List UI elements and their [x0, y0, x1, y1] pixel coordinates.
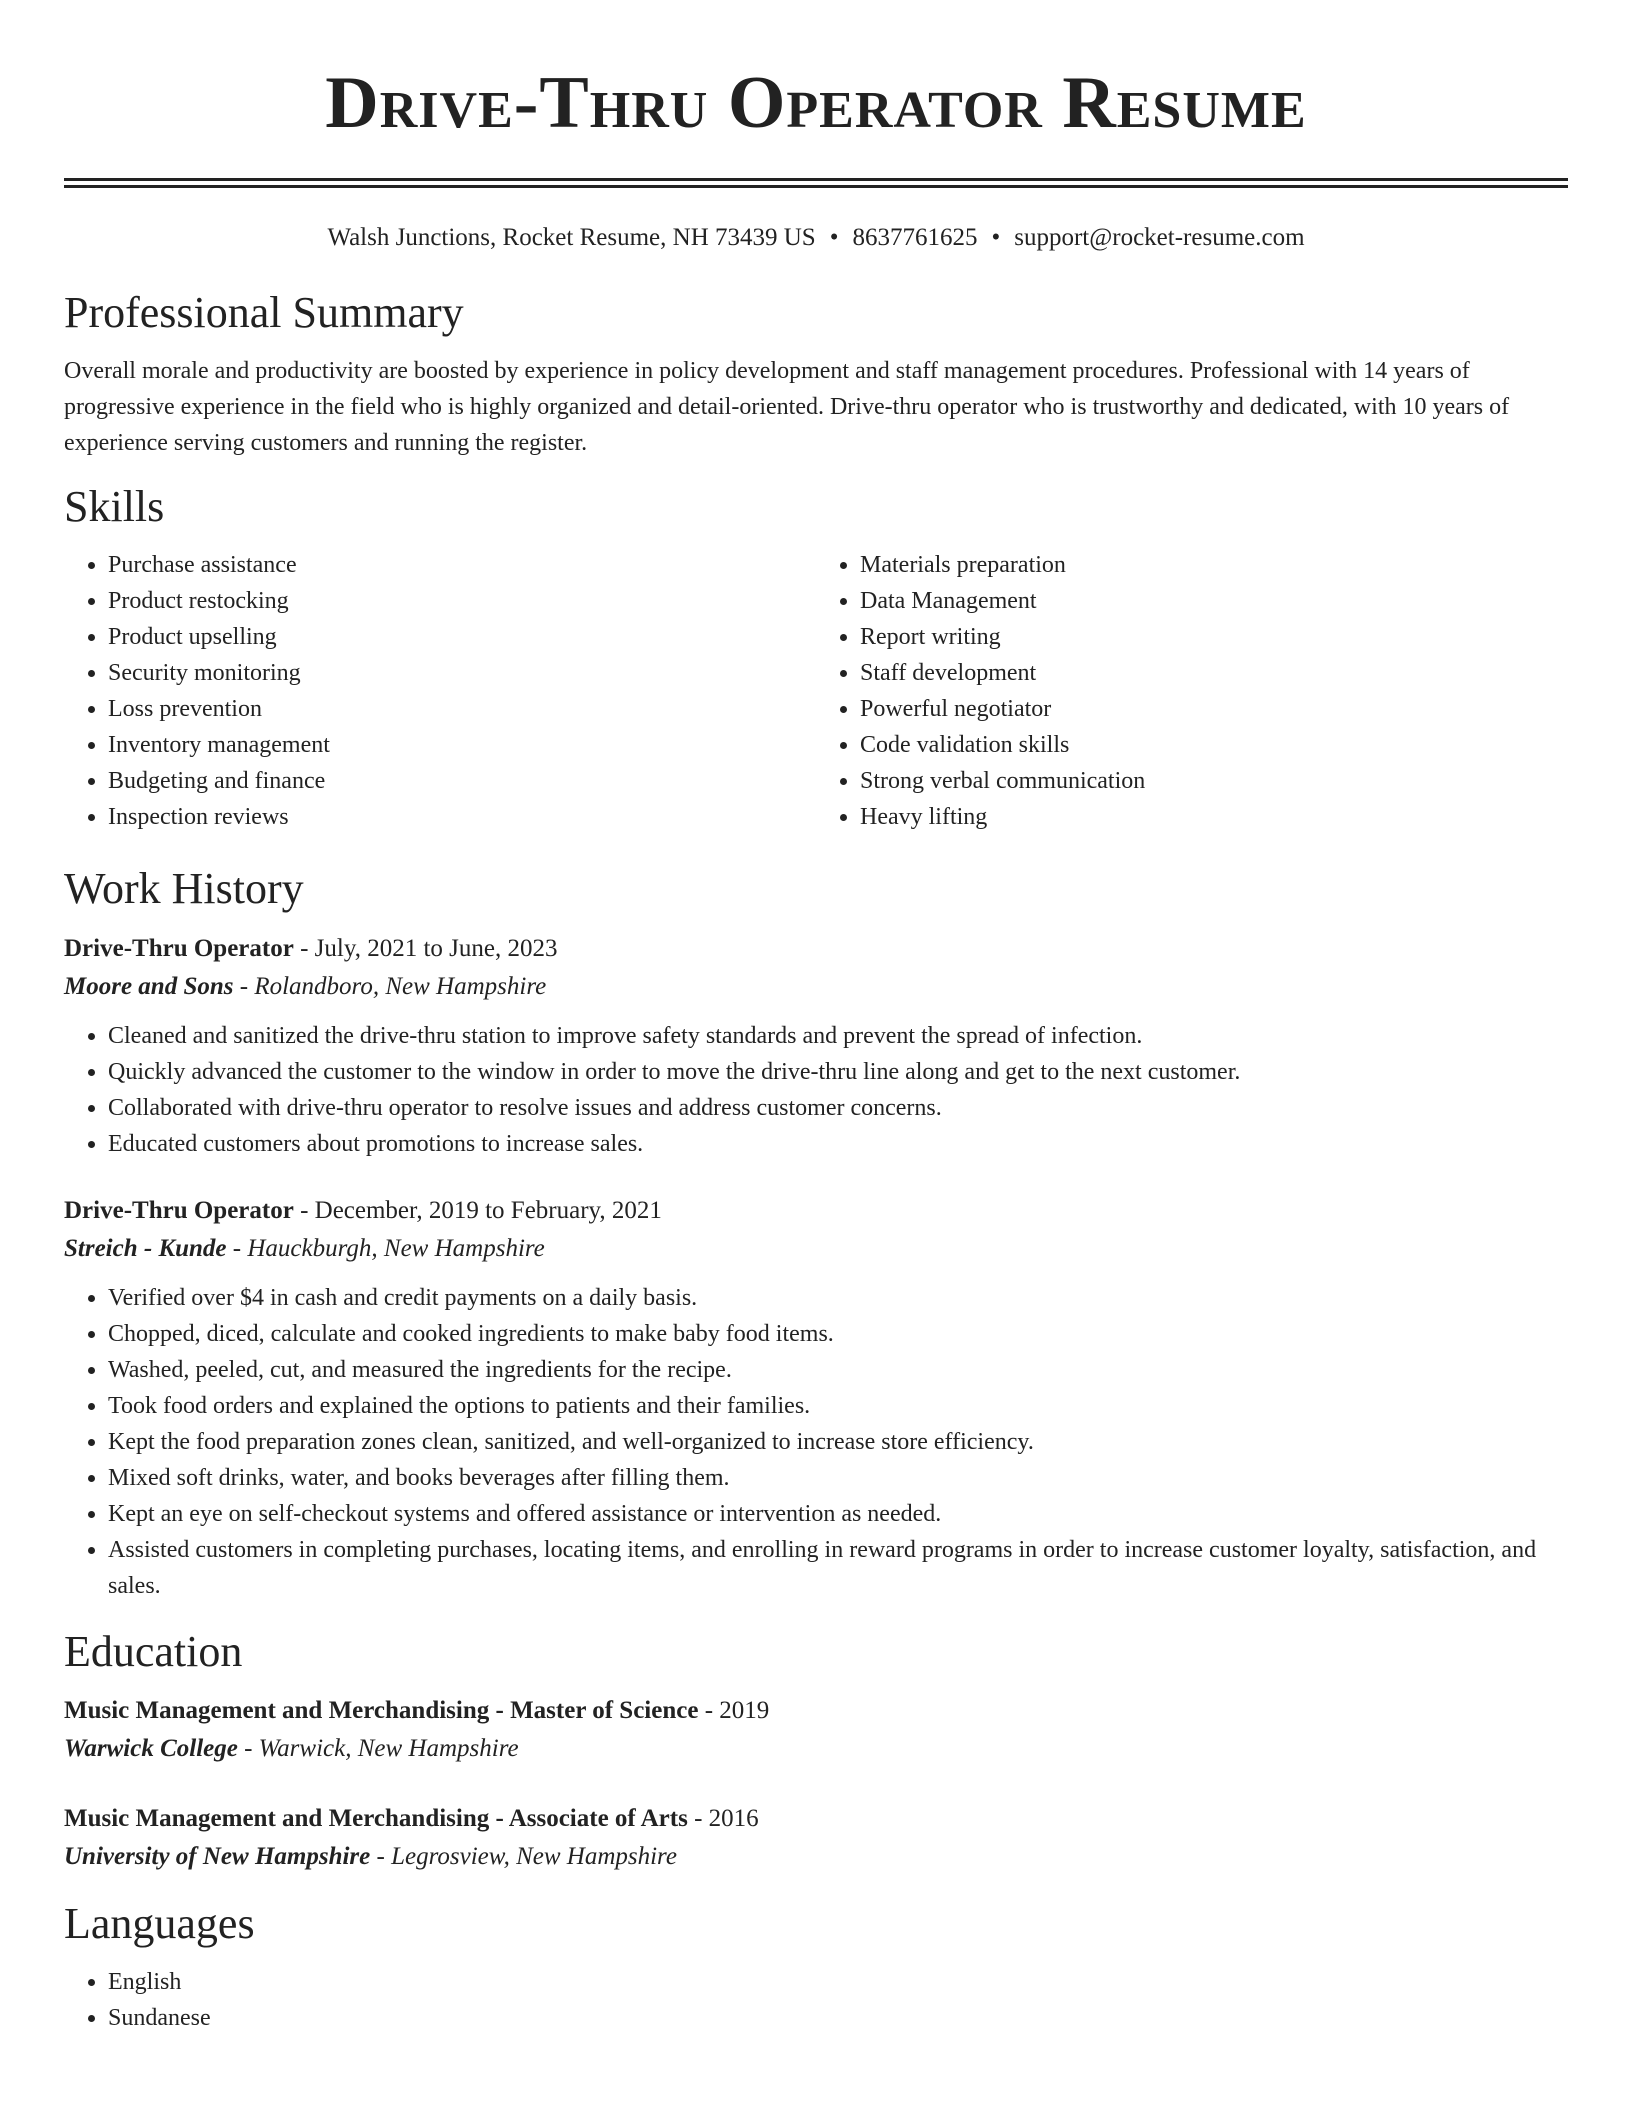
job-bullet: • Collaborated with drive-thru operator to resolve issues and address customer concerns.: [108, 1090, 1568, 1126]
school-name: Warwick College: [64, 1735, 238, 1762]
skill-item: • Loss prevention: [108, 691, 816, 727]
language-item: • English: [108, 1964, 1568, 2000]
skill-item: • Report writing: [860, 619, 1568, 655]
job-bullet: • Verified over $4 in cash and credit payments on a daily basis.: [108, 1280, 1568, 1316]
degree-line: [64, 1800, 1568, 1838]
skill-item: • Security monitoring: [108, 655, 816, 691]
contact-separator: •: [829, 224, 839, 251]
work-history-heading: Work History: [64, 864, 304, 913]
skill-item: • Inspection reviews: [108, 799, 816, 835]
skills-list: [64, 547, 1568, 835]
job-company-line: [64, 968, 1568, 1006]
skills-heading: Skills: [64, 482, 165, 531]
job-title: Drive-Thru Operator: [64, 935, 294, 962]
contact-phone: 8637761625: [852, 224, 978, 251]
job-bullet: • Chopped, diced, calculate and cooked ingredients to make baby food items.: [108, 1316, 1568, 1352]
skill-item: • Code validation skills: [860, 727, 1568, 763]
school-location: - Legrosview, New Hampshire: [370, 1843, 677, 1870]
skills-column-left: [64, 547, 816, 835]
skill-item: • Purchase assistance: [108, 547, 816, 583]
degree: Music Management and Merchandising - Master of Science: [64, 1697, 699, 1724]
graduation-year: - 2019: [698, 1697, 770, 1724]
skill-item: • Staff development: [860, 655, 1568, 691]
job-dates: - December, 2019 to February, 2021: [293, 1197, 662, 1224]
job-company-line: [64, 1230, 1568, 1268]
skill-item: • Product restocking: [108, 583, 816, 619]
job-bullet: • Took food orders and explained the options to patients and their families.: [108, 1388, 1568, 1424]
title-divider: [64, 178, 1568, 188]
job-title: Drive-Thru Operator: [64, 1197, 294, 1224]
languages-heading: Languages: [64, 1899, 255, 1948]
skills-column-right: [816, 547, 1568, 835]
skill-item: • Powerful negotiator: [860, 691, 1568, 727]
job-company: Moore and Sons: [64, 973, 234, 1000]
summary-heading: Professional Summary: [64, 288, 464, 337]
job-location: - Hauckburgh, New Hampshire: [226, 1235, 545, 1262]
skill-item: • Product upselling: [108, 619, 816, 655]
school-line: [64, 1730, 1568, 1768]
job-bullet: • Washed, peeled, cut, and measured the ingredients for the recipe.: [108, 1352, 1568, 1388]
job-location: - Rolandboro, New Hampshire: [233, 973, 547, 1000]
job-bullet: • Mixed soft drinks, water, and books beverages after filling them.: [108, 1460, 1568, 1496]
skill-item: • Heavy lifting: [860, 799, 1568, 835]
contact-email[interactable]: support@rocket-resume.com: [1014, 224, 1305, 251]
job-title-line: [64, 930, 1568, 968]
graduation-year: - 2016: [687, 1805, 759, 1832]
school-name: University of New Hampshire: [64, 1843, 371, 1870]
job-company: Streich - Kunde: [64, 1235, 227, 1262]
school-location: - Warwick, New Hampshire: [237, 1735, 519, 1762]
job-bullet: • Kept an eye on self-checkout systems and offered assistance or intervention as needed.: [108, 1496, 1568, 1532]
job-title-line: [64, 1192, 1568, 1230]
job-bullet: • Quickly advanced the customer to the window in order to move the drive-thru line along and get to the next customer.: [108, 1054, 1568, 1090]
skill-item: • Inventory management: [108, 727, 816, 763]
education-heading: Education: [64, 1627, 243, 1676]
education-entry: [64, 1692, 1568, 1768]
language-item: • Sundanese: [108, 2000, 1568, 2036]
languages-list: [64, 1964, 1568, 2036]
job-bullets: [64, 1018, 1568, 1162]
job-bullet: • Cleaned and sanitized the drive-thru station to improve safety standards and prevent the spread of infection.: [108, 1018, 1568, 1054]
degree: Music Management and Merchandising - Associate of Arts: [64, 1805, 688, 1832]
contact-address: Walsh Junctions, Rocket Resume, NH 73439 US: [327, 224, 816, 251]
job-entry: [64, 930, 1568, 1162]
job-bullet: • Assisted customers in completing purchases, locating items, and enrolling in reward programs in order to increase customer loyalty, satisfaction, and sales.: [108, 1532, 1568, 1604]
skill-item: • Budgeting and finance: [108, 763, 816, 799]
job-bullets: [64, 1280, 1568, 1604]
skill-item: • Materials preparation: [860, 547, 1568, 583]
job-bullet: • Kept the food preparation zones clean, sanitized, and well-organized to increase store efficiency.: [108, 1424, 1568, 1460]
job-entry: [64, 1192, 1568, 1604]
school-line: [64, 1838, 1568, 1876]
contact-line: [64, 222, 1568, 254]
contact-separator: •: [991, 224, 1001, 251]
degree-line: [64, 1692, 1568, 1730]
resume-title: Drive-Thru Operator Resume: [325, 62, 1307, 144]
summary-text: Overall morale and productivity are boosted by experience in policy development and staff management procedures. Professional with 14 years of progressive experience in the field who is highly organized and detail-oriented. Drive-thru operator who is trustworthy and dedicated, with 10 years of experience serving customers and running the register.: [64, 358, 1510, 456]
job-dates: - July, 2021 to June, 2023: [293, 935, 558, 962]
skill-item: • Data Management: [860, 583, 1568, 619]
skill-item: • Strong verbal communication: [860, 763, 1568, 799]
job-bullet: • Educated customers about promotions to increase sales.: [108, 1126, 1568, 1162]
education-entry: [64, 1800, 1568, 1876]
